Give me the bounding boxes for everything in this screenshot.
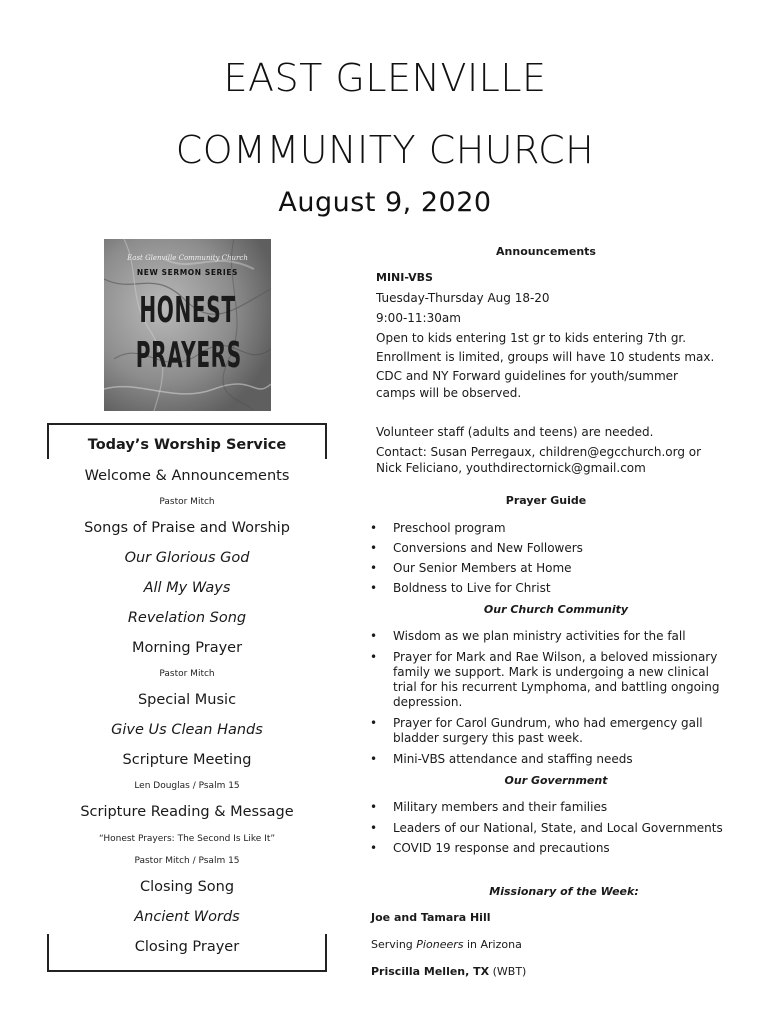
order-item-leader: Pastor Mitch [159,497,215,507]
order-song: Our Glorious God [124,550,250,566]
order-item-leader: Pastor Mitch [159,669,215,679]
bullet: • [370,800,378,814]
order-song: All My Ways [143,580,231,596]
announcement-line: camps will be observed. [376,386,522,400]
order-item: Songs of Praise and Worship [84,520,290,536]
prayer-guide-heading: Prayer Guide [505,494,587,507]
order-item: Welcome & Announcements [84,468,290,484]
order-song: Give Us Clean Hands [111,722,263,738]
bullet: • [370,841,378,855]
worship-order-heading: Today’s Worship Service [87,437,287,453]
bullet: • [370,821,378,835]
announcements-heading: Announcements [496,245,596,258]
church-name-line-2: COMMUNITY CHURCH [175,128,595,172]
church-name-line-1: EAST GLENVILLE [223,56,547,100]
bullet: • [370,629,378,643]
sermon-series-graphic [104,239,271,411]
government-heading: Our Government [504,774,608,787]
order-item: Closing Prayer [134,939,240,955]
order-song: Ancient Words [134,909,240,925]
announcement-line: Enrollment is limited, groups will have 10 students max. [376,350,715,364]
vbs-title: MINI-VBS [376,271,433,284]
order-sermon-title: “Honest Prayers: The Second Is Like It” [98,834,276,844]
missionary-name: Joe and Tamara Hill [371,911,491,924]
bullet: • [370,716,378,730]
series-title-word-1: HONEST [139,290,236,331]
bulletin-date: August 9, 2020 [278,187,492,218]
order-item: Special Music [137,692,237,708]
announcement-contact: Contact: Susan Perregaux, children@egcchurch.org or [376,445,702,459]
series-title-word-2: PRAYERS [135,335,242,376]
bullet: • [370,752,378,766]
missionary-serving: Serving Pioneers in Arizona [371,938,522,951]
bullet: • [370,581,378,595]
bullet: • [370,561,378,575]
community-heading: Our Church Community [483,603,629,616]
box-border-top [47,423,327,425]
order-item: Scripture Meeting [122,752,252,768]
announcement-line: Tuesday-Thursday Aug 18-20 [376,291,550,305]
series-label: NEW SERMON SERIES [136,268,239,277]
order-item: Scripture Reading & Message [80,804,294,820]
missionary-heading: Missionary of the Week: [489,885,639,898]
missionary-second: Priscilla Mellen, TX (WBT) [371,965,527,978]
order-item-leader: Pastor Mitch / Psalm 15 [134,856,240,866]
order-item-leader: Len Douglas / Psalm 15 [134,781,240,791]
series-church-name: East Glenville Community Church [127,254,248,262]
missionary-name: Priscilla Mellen, TX [371,965,490,978]
worship-order-box [47,423,327,972]
mission-org: Pioneers [416,938,464,951]
announcement-line: 9:00-11:30am [376,311,461,325]
bullet: • [370,541,378,555]
order-song: Revelation Song [127,610,247,626]
order-item: Closing Song [139,879,235,895]
box-border-bottom [47,970,327,972]
announcement-line: CDC and NY Forward guidelines for youth/summer [376,369,678,383]
bullet: • [370,650,378,664]
order-item: Morning Prayer [131,640,243,656]
announcement-contact: Nick Feliciano, youthdirectornick@gmail.com [376,461,646,475]
announcement-line: Open to kids entering 1st gr to kids entering 7th gr. [376,331,687,345]
announcement-line: Volunteer staff (adults and teens) are needed. [376,425,654,439]
bullet: • [370,521,378,535]
